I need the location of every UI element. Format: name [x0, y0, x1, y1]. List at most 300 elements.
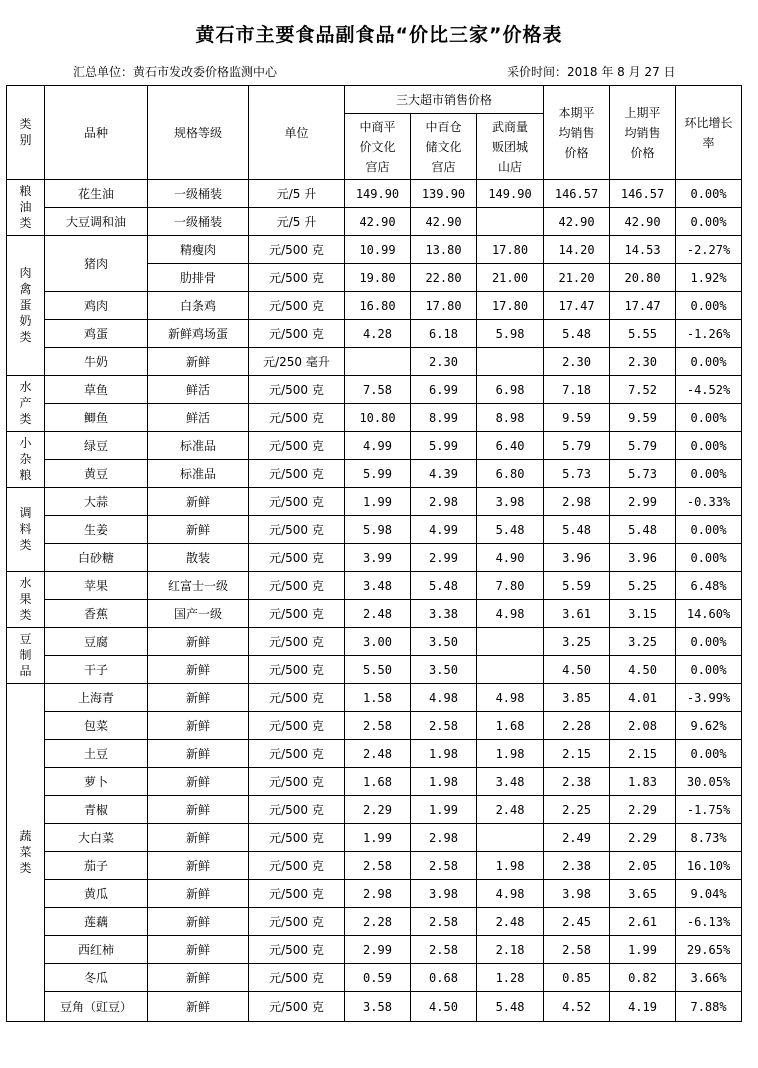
unit-cell: 元/500 克	[249, 236, 345, 264]
price-store-2: 2.58	[411, 908, 477, 936]
table-row	[7, 880, 742, 908]
current-avg-cell: 3.85	[544, 684, 610, 712]
table-row	[7, 236, 742, 264]
change-cell: 0.00%	[676, 404, 742, 432]
table-row	[7, 376, 742, 404]
table-row	[7, 208, 742, 236]
change-cell: 8.73%	[676, 824, 742, 852]
variety-cell: 豆腐	[45, 628, 148, 656]
unit-cell: 元/500 克	[249, 460, 345, 488]
unit-cell: 元/500 克	[249, 684, 345, 712]
grade-cell: 新鲜	[148, 628, 249, 656]
category-cell	[7, 572, 45, 628]
price-store-1: 42.90	[345, 208, 411, 236]
price-store-1: 3.58	[345, 992, 411, 1022]
grade-cell: 新鲜	[148, 852, 249, 880]
price-store-1: 1.58	[345, 684, 411, 712]
price-store-2: 2.98	[411, 824, 477, 852]
current-avg-cell: 14.20	[544, 236, 610, 264]
table-row	[7, 796, 742, 824]
price-store-3: 17.80	[477, 236, 544, 264]
header-store-1: 中商平价文化宫店	[345, 114, 411, 180]
change-cell: 16.10%	[676, 852, 742, 880]
grade-cell: 肋排骨	[148, 264, 249, 292]
variety-cell: 生姜	[45, 516, 148, 544]
price-store-3: 2.18	[477, 936, 544, 964]
table-row	[7, 432, 742, 460]
change-cell: 0.00%	[676, 656, 742, 684]
previous-avg-cell: 2.29	[610, 824, 676, 852]
previous-avg-cell: 5.48	[610, 516, 676, 544]
price-store-1: 2.48	[345, 740, 411, 768]
price-store-2: 13.80	[411, 236, 477, 264]
header-store-2: 中百仓储文化宫店	[411, 114, 477, 180]
previous-avg-cell: 4.19	[610, 992, 676, 1022]
price-store-3: 4.98	[477, 684, 544, 712]
unit-cell: 元/500 克	[249, 880, 345, 908]
price-store-3: 3.48	[477, 768, 544, 796]
current-avg-cell: 2.98	[544, 488, 610, 516]
unit-cell: 元/500 克	[249, 908, 345, 936]
category-cell	[7, 180, 45, 236]
change-cell: 7.88%	[676, 992, 742, 1022]
table-row	[7, 824, 742, 852]
grade-cell: 新鲜	[148, 656, 249, 684]
previous-avg-cell: 5.79	[610, 432, 676, 460]
category-label: 水产类	[19, 379, 32, 426]
category-cell	[7, 432, 45, 488]
price-store-2: 0.68	[411, 964, 477, 992]
price-store-3: 4.98	[477, 600, 544, 628]
change-cell: 0.00%	[676, 180, 742, 208]
change-cell: 1.92%	[676, 264, 742, 292]
current-avg-cell: 3.25	[544, 628, 610, 656]
unit-cell: 元/500 克	[249, 628, 345, 656]
price-store-2: 2.30	[411, 348, 477, 376]
price-store-3: 1.68	[477, 712, 544, 740]
price-store-2: 2.98	[411, 488, 477, 516]
price-store-3: 2.48	[477, 908, 544, 936]
price-store-2: 139.90	[411, 180, 477, 208]
price-store-3	[477, 656, 544, 684]
current-avg-cell: 17.47	[544, 292, 610, 320]
previous-avg-cell: 1.83	[610, 768, 676, 796]
header-grade: 规格等级	[148, 86, 249, 180]
variety-cell: 香蕉	[45, 600, 148, 628]
variety-cell: 萝卜	[45, 768, 148, 796]
price-store-3: 1.98	[477, 852, 544, 880]
category-cell	[7, 684, 45, 1022]
grade-cell: 新鲜	[148, 992, 249, 1022]
table-row	[7, 992, 742, 1022]
previous-avg-cell: 5.73	[610, 460, 676, 488]
variety-cell: 包菜	[45, 712, 148, 740]
current-avg-cell: 2.49	[544, 824, 610, 852]
table-row	[7, 600, 742, 628]
price-store-2: 3.38	[411, 600, 477, 628]
unit-cell: 元/500 克	[249, 992, 345, 1022]
price-store-3: 6.40	[477, 432, 544, 460]
price-store-1: 16.80	[345, 292, 411, 320]
unit-cell: 元/500 克	[249, 600, 345, 628]
price-store-1: 2.29	[345, 796, 411, 824]
table-row	[7, 404, 742, 432]
variety-cell: 豆角（豇豆）	[45, 992, 148, 1022]
current-avg-cell: 7.18	[544, 376, 610, 404]
previous-avg-cell: 2.29	[610, 796, 676, 824]
previous-avg-cell: 4.50	[610, 656, 676, 684]
grade-cell: 新鲜	[148, 684, 249, 712]
previous-avg-cell: 2.08	[610, 712, 676, 740]
price-store-3: 1.98	[477, 740, 544, 768]
price-store-3: 1.28	[477, 964, 544, 992]
price-store-2: 1.98	[411, 768, 477, 796]
price-store-2: 1.99	[411, 796, 477, 824]
category-label: 调料类	[19, 505, 32, 552]
price-store-1: 2.98	[345, 880, 411, 908]
current-avg-cell: 4.52	[544, 992, 610, 1022]
unit-cell: 元/500 克	[249, 488, 345, 516]
previous-avg-cell: 3.96	[610, 544, 676, 572]
previous-avg-cell: 42.90	[610, 208, 676, 236]
category-cell	[7, 236, 45, 376]
previous-avg-cell: 9.59	[610, 404, 676, 432]
price-store-2: 3.98	[411, 880, 477, 908]
change-cell: -3.99%	[676, 684, 742, 712]
grade-cell: 白条鸡	[148, 292, 249, 320]
change-cell: 0.00%	[676, 516, 742, 544]
price-store-2: 1.98	[411, 740, 477, 768]
variety-cell: 猪肉	[45, 236, 148, 292]
variety-cell: 黄豆	[45, 460, 148, 488]
variety-cell: 干子	[45, 656, 148, 684]
header-current-avg: 本期平均销售价格	[544, 86, 610, 180]
variety-cell: 花生油	[45, 180, 148, 208]
variety-cell: 牛奶	[45, 348, 148, 376]
change-cell: -1.75%	[676, 796, 742, 824]
change-cell: 29.65%	[676, 936, 742, 964]
price-store-3: 6.98	[477, 376, 544, 404]
current-avg-cell: 3.61	[544, 600, 610, 628]
previous-avg-cell: 3.25	[610, 628, 676, 656]
price-store-1	[345, 348, 411, 376]
price-store-2: 3.50	[411, 656, 477, 684]
variety-cell: 土豆	[45, 740, 148, 768]
grade-cell: 鲜活	[148, 376, 249, 404]
change-cell: 0.00%	[676, 740, 742, 768]
grade-cell: 新鲜	[148, 908, 249, 936]
current-avg-cell: 2.45	[544, 908, 610, 936]
current-avg-cell: 5.48	[544, 320, 610, 348]
price-store-3: 5.98	[477, 320, 544, 348]
price-store-1: 4.28	[345, 320, 411, 348]
change-cell: -2.27%	[676, 236, 742, 264]
grade-cell: 新鲜	[148, 768, 249, 796]
current-avg-cell: 2.38	[544, 852, 610, 880]
change-cell: -1.26%	[676, 320, 742, 348]
page-title: 黄石市主要食品副食品“价比三家”价格表	[195, 24, 563, 46]
price-store-1: 3.00	[345, 628, 411, 656]
category-label: 蔬菜类	[19, 828, 32, 875]
grade-cell: 新鲜	[148, 796, 249, 824]
variety-cell: 大豆调和油	[45, 208, 148, 236]
change-cell: -6.13%	[676, 908, 742, 936]
previous-avg-cell: 20.80	[610, 264, 676, 292]
current-avg-cell: 0.85	[544, 964, 610, 992]
table-row	[7, 628, 742, 656]
header-category: 类别	[7, 86, 45, 180]
change-cell: 0.00%	[676, 208, 742, 236]
grade-cell: 精瘦肉	[148, 236, 249, 264]
change-cell: 0.00%	[676, 348, 742, 376]
variety-cell: 上海青	[45, 684, 148, 712]
previous-avg-cell: 14.53	[610, 236, 676, 264]
table-row	[7, 348, 742, 376]
category-cell	[7, 376, 45, 432]
price-store-1: 7.58	[345, 376, 411, 404]
change-cell: 3.66%	[676, 964, 742, 992]
table-row	[7, 936, 742, 964]
unit-cell: 元/500 克	[249, 292, 345, 320]
price-store-3	[477, 348, 544, 376]
previous-avg-cell: 2.05	[610, 852, 676, 880]
price-store-3: 3.98	[477, 488, 544, 516]
header-change: 环比增长率	[676, 86, 742, 180]
price-store-2: 42.90	[411, 208, 477, 236]
price-store-2: 3.50	[411, 628, 477, 656]
category-label: 粮油类	[19, 183, 32, 230]
price-store-2: 6.99	[411, 376, 477, 404]
price-store-2: 8.99	[411, 404, 477, 432]
unit-cell: 元/500 克	[249, 656, 345, 684]
grade-cell: 新鲜	[148, 516, 249, 544]
grade-cell: 一级桶装	[148, 180, 249, 208]
header-previous-avg: 上期平均销售价格	[610, 86, 676, 180]
current-avg-cell: 3.98	[544, 880, 610, 908]
unit-cell: 元/500 克	[249, 572, 345, 600]
previous-avg-cell: 5.55	[610, 320, 676, 348]
price-store-2: 4.50	[411, 992, 477, 1022]
current-avg-cell: 42.90	[544, 208, 610, 236]
grade-cell: 新鲜	[148, 964, 249, 992]
previous-avg-cell: 2.15	[610, 740, 676, 768]
previous-avg-cell: 2.61	[610, 908, 676, 936]
variety-cell: 鲫鱼	[45, 404, 148, 432]
price-store-1: 19.80	[345, 264, 411, 292]
price-store-3	[477, 208, 544, 236]
variety-cell: 草鱼	[45, 376, 148, 404]
price-store-1: 2.48	[345, 600, 411, 628]
unit-cell: 元/250 毫升	[249, 348, 345, 376]
table-row	[7, 460, 742, 488]
price-store-3: 7.80	[477, 572, 544, 600]
current-avg-cell: 5.59	[544, 572, 610, 600]
current-avg-cell: 2.28	[544, 712, 610, 740]
change-cell: -4.52%	[676, 376, 742, 404]
unit-cell: 元/500 克	[249, 824, 345, 852]
current-avg-cell: 4.50	[544, 656, 610, 684]
category-label: 豆制品	[19, 631, 32, 678]
price-store-1: 4.99	[345, 432, 411, 460]
unit-cell: 元/500 克	[249, 796, 345, 824]
previous-avg-cell: 2.99	[610, 488, 676, 516]
table-row	[7, 320, 742, 348]
current-avg-cell: 2.38	[544, 768, 610, 796]
variety-cell: 苹果	[45, 572, 148, 600]
previous-avg-cell: 17.47	[610, 292, 676, 320]
price-store-1: 0.59	[345, 964, 411, 992]
price-store-2: 2.58	[411, 852, 477, 880]
grade-cell: 新鲜	[148, 712, 249, 740]
grade-cell: 新鲜	[148, 824, 249, 852]
price-store-3: 5.48	[477, 516, 544, 544]
category-cell	[7, 628, 45, 684]
grade-cell: 标准品	[148, 432, 249, 460]
price-store-2: 2.99	[411, 544, 477, 572]
price-store-2: 5.48	[411, 572, 477, 600]
table-row	[7, 964, 742, 992]
price-store-1: 1.99	[345, 824, 411, 852]
price-store-3	[477, 628, 544, 656]
current-avg-cell: 5.73	[544, 460, 610, 488]
table-row	[7, 740, 742, 768]
previous-avg-cell: 146.57	[610, 180, 676, 208]
price-table	[6, 85, 742, 1022]
price-store-3: 149.90	[477, 180, 544, 208]
table-row	[7, 852, 742, 880]
previous-avg-cell: 2.30	[610, 348, 676, 376]
unit-cell: 元/500 克	[249, 320, 345, 348]
price-store-1: 1.99	[345, 488, 411, 516]
change-cell: 6.48%	[676, 572, 742, 600]
previous-avg-cell: 5.25	[610, 572, 676, 600]
variety-cell: 鸡蛋	[45, 320, 148, 348]
price-store-1: 10.99	[345, 236, 411, 264]
table-row	[7, 488, 742, 516]
price-store-2: 4.99	[411, 516, 477, 544]
unit-cell: 元/5 升	[249, 180, 345, 208]
change-cell: 0.00%	[676, 628, 742, 656]
unit-cell: 元/500 克	[249, 404, 345, 432]
unit-cell: 元/500 克	[249, 852, 345, 880]
variety-cell: 大白菜	[45, 824, 148, 852]
category-cell	[7, 488, 45, 572]
current-avg-cell: 2.30	[544, 348, 610, 376]
grade-cell: 新鲜	[148, 488, 249, 516]
current-avg-cell: 5.48	[544, 516, 610, 544]
price-store-2: 5.99	[411, 432, 477, 460]
grade-cell: 一级桶装	[148, 208, 249, 236]
price-store-2: 2.58	[411, 936, 477, 964]
previous-avg-cell: 1.99	[610, 936, 676, 964]
price-store-3: 17.80	[477, 292, 544, 320]
table-row	[7, 572, 742, 600]
price-store-3: 5.48	[477, 992, 544, 1022]
grade-cell: 新鲜鸡场蛋	[148, 320, 249, 348]
price-store-1: 3.48	[345, 572, 411, 600]
table-row	[7, 768, 742, 796]
table-row	[7, 516, 742, 544]
price-store-1: 5.98	[345, 516, 411, 544]
price-store-3: 21.00	[477, 264, 544, 292]
category-label: 肉禽蛋奶类	[19, 265, 32, 344]
previous-avg-cell: 3.65	[610, 880, 676, 908]
table-row	[7, 712, 742, 740]
category-label: 水果类	[19, 575, 32, 622]
change-cell: 0.00%	[676, 292, 742, 320]
grade-cell: 新鲜	[148, 880, 249, 908]
change-cell: 9.04%	[676, 880, 742, 908]
table-row	[7, 908, 742, 936]
header-supermarkets: 三大超市销售价格	[345, 86, 544, 114]
price-store-1: 3.99	[345, 544, 411, 572]
price-store-1: 149.90	[345, 180, 411, 208]
grade-cell: 国产一级	[148, 600, 249, 628]
grade-cell: 鲜活	[148, 404, 249, 432]
current-avg-cell: 146.57	[544, 180, 610, 208]
table-row	[7, 292, 742, 320]
header-variety: 品种	[45, 86, 148, 180]
grade-cell: 新鲜	[148, 348, 249, 376]
variety-cell: 白砂糖	[45, 544, 148, 572]
change-cell: 0.00%	[676, 544, 742, 572]
grade-cell: 新鲜	[148, 740, 249, 768]
variety-cell: 茄子	[45, 852, 148, 880]
grade-cell: 标准品	[148, 460, 249, 488]
unit-cell: 元/500 克	[249, 768, 345, 796]
price-store-2: 4.39	[411, 460, 477, 488]
price-store-3: 6.80	[477, 460, 544, 488]
previous-avg-cell: 7.52	[610, 376, 676, 404]
price-store-1: 2.58	[345, 852, 411, 880]
price-store-1: 5.99	[345, 460, 411, 488]
collect-time: 采价时间：2018 年 8 月 27 日	[507, 65, 676, 79]
variety-cell: 青椒	[45, 796, 148, 824]
price-store-2: 2.58	[411, 712, 477, 740]
table-row	[7, 544, 742, 572]
price-store-3	[477, 824, 544, 852]
price-store-1: 10.80	[345, 404, 411, 432]
variety-cell: 绿豆	[45, 432, 148, 460]
unit-cell: 元/500 克	[249, 516, 345, 544]
price-store-3: 4.90	[477, 544, 544, 572]
variety-cell: 鸡肉	[45, 292, 148, 320]
header-unit: 单位	[249, 86, 345, 180]
summary-unit: 汇总单位：黄石市发改委价格监测中心	[73, 65, 278, 79]
table-row	[7, 656, 742, 684]
price-store-2: 4.98	[411, 684, 477, 712]
previous-avg-cell: 0.82	[610, 964, 676, 992]
unit-cell: 元/500 克	[249, 712, 345, 740]
unit-cell: 元/500 克	[249, 544, 345, 572]
price-store-2: 17.80	[411, 292, 477, 320]
table-row	[7, 180, 742, 208]
previous-avg-cell: 4.01	[610, 684, 676, 712]
variety-cell: 莲藕	[45, 908, 148, 936]
unit-cell: 元/500 克	[249, 936, 345, 964]
change-cell: 14.60%	[676, 600, 742, 628]
previous-avg-cell: 3.15	[610, 600, 676, 628]
unit-cell: 元/500 克	[249, 264, 345, 292]
grade-cell: 新鲜	[148, 936, 249, 964]
price-store-2: 22.80	[411, 264, 477, 292]
unit-cell: 元/5 升	[249, 208, 345, 236]
current-avg-cell: 9.59	[544, 404, 610, 432]
grade-cell: 散装	[148, 544, 249, 572]
header-store-3: 武商量贩团城山店	[477, 114, 544, 180]
unit-cell: 元/500 克	[249, 376, 345, 404]
price-store-1: 5.50	[345, 656, 411, 684]
